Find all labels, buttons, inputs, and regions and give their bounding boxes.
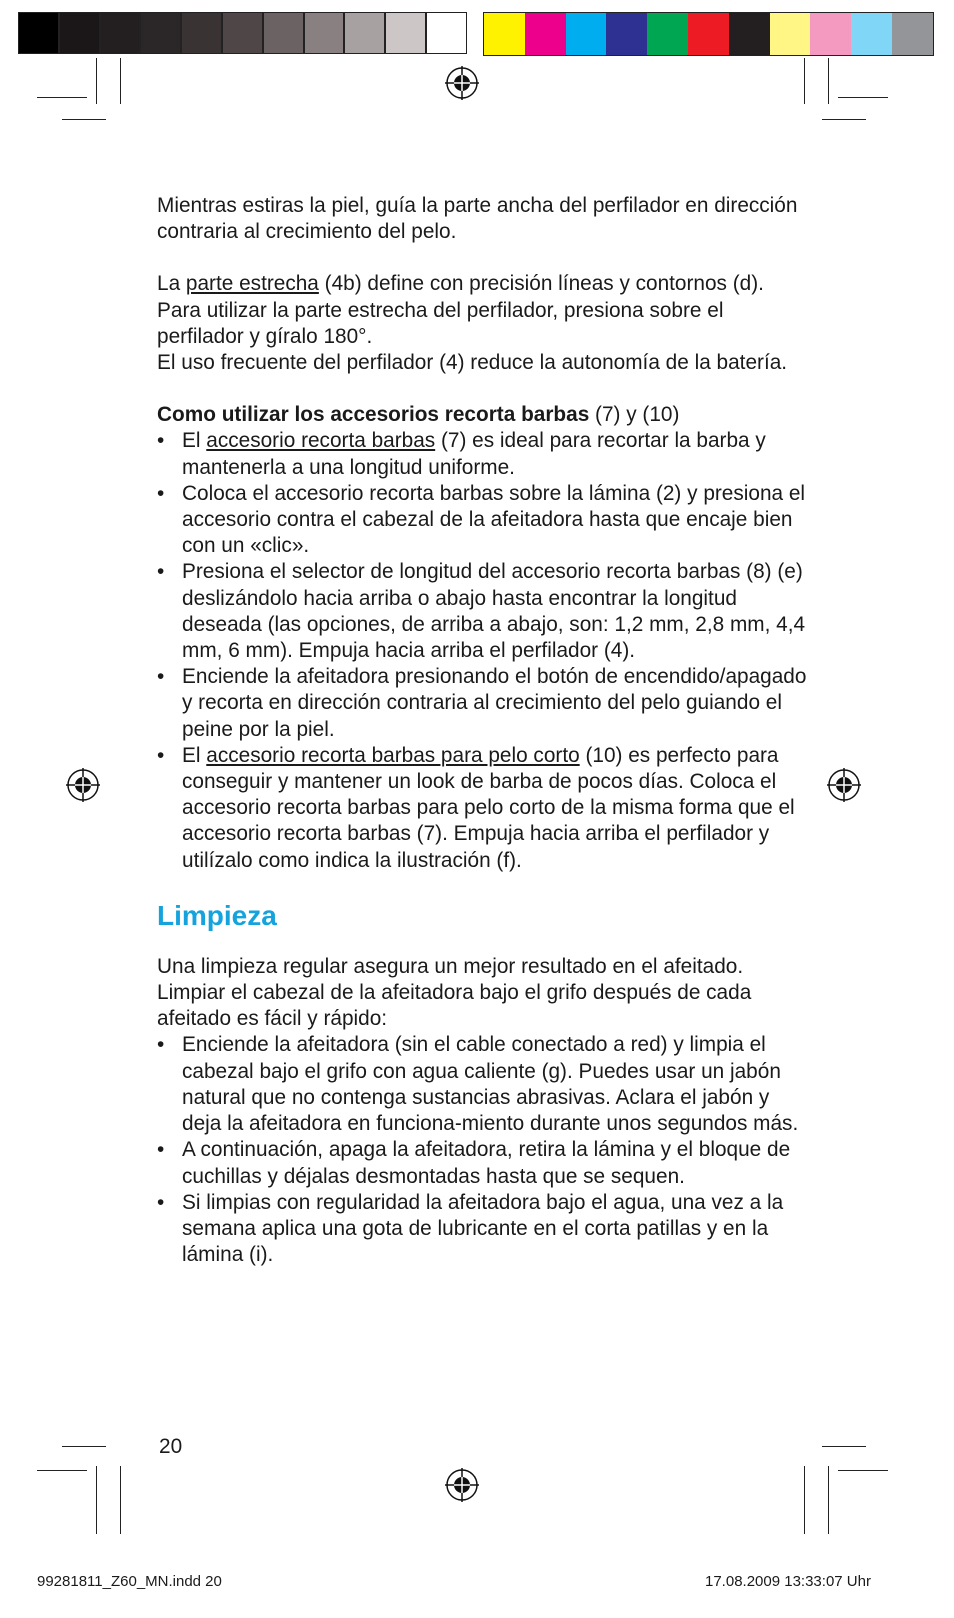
color-swatch bbox=[851, 13, 892, 55]
grayscale-calibration-bar bbox=[18, 12, 467, 54]
paragraph: Una limpieza regular asegura un mejor resultado en el afeitado. bbox=[157, 954, 744, 978]
registration-mark-icon bbox=[445, 66, 479, 100]
color-swatch bbox=[770, 13, 811, 55]
registration-mark-icon bbox=[827, 768, 861, 802]
color-calibration-bar bbox=[483, 12, 934, 56]
color-swatch bbox=[525, 13, 566, 55]
term-accesorio-recorta-barbas: accesorio recorta barbas bbox=[206, 429, 436, 453]
list-item: • Coloca el accesorio recorta barbas sobre la lámina (2) y presiona el accesorio contra el cabezal de la afeitadora hasta que encaje bien con un «clic». bbox=[157, 481, 807, 560]
page-content bbox=[157, 193, 807, 1268]
list-item: • A continuación, apaga la afeitadora, retira la lámina y el bloque de cuchillas y déjalas desmontadas hasta que se sequen. bbox=[157, 1137, 807, 1189]
slug-timestamp: 17.08.2009 13:33:07 Uhr bbox=[705, 1573, 871, 1590]
cleaning-list bbox=[157, 1032, 807, 1268]
list-item: • El accesorio recorta barbas (7) es ideal para recortar la barba y mantenerla a una longitud uniforme. bbox=[157, 428, 807, 480]
page-number: 20 bbox=[159, 1435, 183, 1458]
gray-swatch bbox=[100, 12, 141, 54]
color-swatch bbox=[606, 13, 647, 55]
gray-swatch bbox=[18, 12, 59, 54]
color-swatch bbox=[484, 13, 525, 55]
gray-swatch bbox=[59, 12, 100, 54]
list-item: • Enciende la afeitadora presionando el botón de encendido/apagado y recorta en dirección contraria al crecimiento del pelo guiando el peine por la piel. bbox=[157, 664, 807, 743]
term-accesorio-pelo-corto: accesorio recorta barbas para pelo corto bbox=[206, 743, 580, 767]
paragraph: El uso frecuente del perfilador (4) reduce la autonomía de la batería. bbox=[157, 351, 788, 375]
gray-swatch bbox=[263, 12, 304, 54]
gray-swatch bbox=[181, 12, 222, 54]
paragraph: La parte estrecha (4b) define con precisión líneas y contornos (d). Para utilizar la parte estrecha del perfilador, presiona sobre el perfilador y gíralo 180°. bbox=[157, 272, 764, 348]
term-parte-estrecha: parte estrecha bbox=[185, 272, 319, 296]
registration-mark-icon bbox=[66, 768, 100, 802]
color-swatch bbox=[810, 13, 851, 55]
gray-swatch bbox=[304, 12, 345, 54]
list-item: • Presiona el selector de longitud del accesorio recorta barbas (8) (e) deslizándolo hacia arriba o abajo hasta encontrar la longitud deseada (las opciones, de arriba a abajo, son: 1,2 mm, 2,8 mm, 4,4 mm, 6 mm). Empuja hacia arriba el perfilador (4). bbox=[157, 559, 807, 664]
gray-swatch bbox=[222, 12, 263, 54]
gray-swatch bbox=[426, 12, 467, 54]
color-swatch bbox=[566, 13, 607, 55]
list-item: • Si limpias con regularidad la afeitadora bajo el agua, una vez a la semana aplica una gota de lubricante en el corta patillas y en la lámina (i). bbox=[157, 1190, 807, 1269]
paragraph: Limpiar el cabezal de la afeitadora bajo el grifo después de cada afeitado es fácil y rápido: bbox=[157, 981, 752, 1031]
beard-trimmer-list bbox=[157, 428, 807, 873]
paragraph: Mientras estiras la piel, guía la parte ancha del perfilador en dirección contraria al crecimiento del pelo. bbox=[157, 194, 798, 244]
registration-mark-icon bbox=[445, 1468, 479, 1502]
list-item: • Enciende la afeitadora (sin el cable conectado a red) y limpia el cabezal bajo el grifo con agua caliente (g). Puedes usar un jabón natural que no contenga sustancias abrasivas. Aclara el jabón y deja la afeitadora en funciona-miento durante unos segundos más. bbox=[157, 1032, 807, 1137]
color-swatch bbox=[688, 13, 729, 55]
section-title-limpieza: Limpieza bbox=[157, 899, 277, 931]
gray-swatch bbox=[385, 12, 426, 54]
list-item: • El accesorio recorta barbas para pelo corto (10) es perfecto para conseguir y mantener un look de barba de pocos días. Coloca el accesorio recorta barbas para pelo corto de la misma forma que el accesorio recorta barbas (7). Empuja hacia arriba el perfilador y utilízalo como indica la ilustración (f). bbox=[157, 743, 807, 874]
slug-filename: 99281811_Z60_MN.indd 20 bbox=[37, 1573, 222, 1590]
color-swatch bbox=[892, 13, 933, 55]
section-heading: Como utilizar los accesorios recorta barbas (7) y (10) bbox=[157, 403, 680, 427]
gray-swatch bbox=[344, 12, 385, 54]
color-swatch bbox=[729, 13, 770, 55]
gray-swatch bbox=[140, 12, 181, 54]
color-swatch bbox=[647, 13, 688, 55]
